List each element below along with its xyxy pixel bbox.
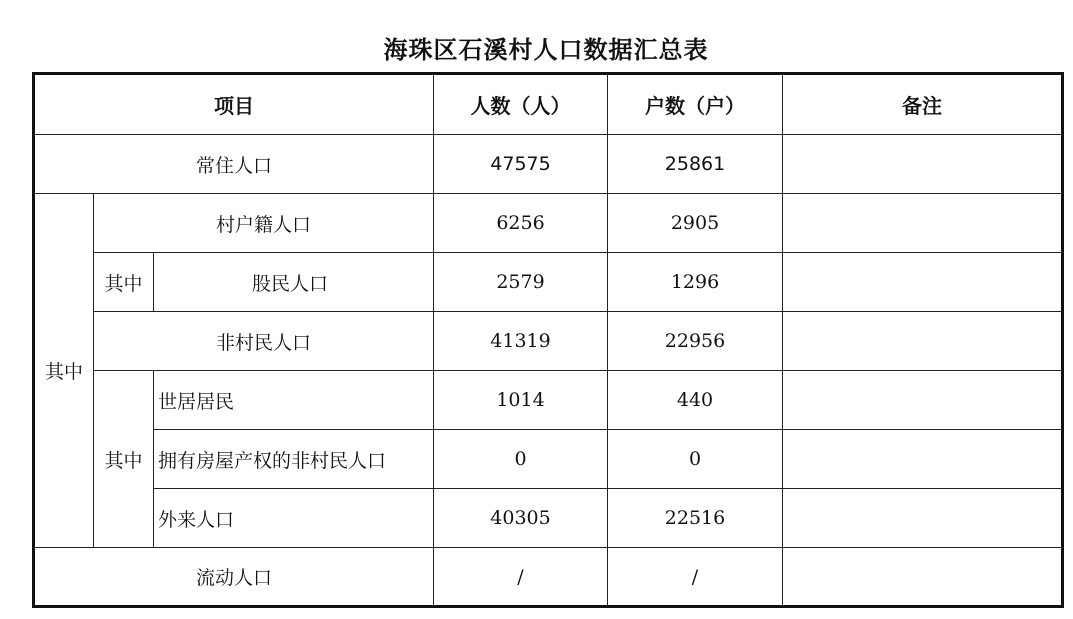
village-registered-label: 村户籍人口 [94, 194, 434, 253]
table-title: 海珠区石溪村人口数据汇总表 [383, 36, 709, 64]
shareholders-households: 1296 [608, 253, 783, 312]
property-owners-label: 拥有房屋产权的非村民人口 [154, 430, 434, 489]
group-label-outer: 其中 [34, 194, 94, 548]
migrants-remarks [783, 489, 1063, 548]
property-owners-households: 0 [608, 430, 783, 489]
village-registered-remarks [783, 194, 1063, 253]
shareholders-remarks [783, 253, 1063, 312]
migrants-households: 22516 [608, 489, 783, 548]
table-row-floating [34, 548, 1063, 607]
table-row-resident [34, 135, 1063, 194]
floating-people: / [434, 548, 608, 607]
long-term-residents-people: 1014 [434, 371, 608, 430]
non-villagers-remarks [783, 312, 1063, 371]
long-term-residents-remarks [783, 371, 1063, 430]
shareholders-people: 2579 [434, 253, 608, 312]
village-registered-households: 2905 [608, 194, 783, 253]
table-row-village-registered [34, 194, 1063, 253]
table-row-long-term-residents [34, 371, 1063, 430]
header-remarks: 备注 [783, 74, 1063, 135]
property-owners-remarks [783, 430, 1063, 489]
migrants-label: 外来人口 [154, 489, 434, 548]
shareholders-label: 股民人口 [154, 253, 434, 312]
long-term-residents-label: 世居居民 [154, 371, 434, 430]
resident-people: 47575 [434, 135, 608, 194]
long-term-residents-households: 440 [608, 371, 783, 430]
header-people: 人数（人） [434, 74, 608, 135]
floating-households: / [608, 548, 783, 607]
table-row-shareholders [34, 253, 1063, 312]
resident-households: 25861 [608, 135, 783, 194]
resident-label: 常住人口 [34, 135, 434, 194]
group-label-inner-1: 其中 [94, 253, 154, 312]
header-row [34, 74, 1063, 135]
non-villagers-people: 41319 [434, 312, 608, 371]
table-row-property-owners [34, 430, 1063, 489]
property-owners-people: 0 [434, 430, 608, 489]
header-households: 户数（户） [608, 74, 783, 135]
floating-remarks [783, 548, 1063, 607]
resident-remarks [783, 135, 1063, 194]
header-item: 项目 [34, 74, 434, 135]
non-villagers-households: 22956 [608, 312, 783, 371]
table-row-migrants [34, 489, 1063, 548]
village-registered-people: 6256 [434, 194, 608, 253]
group-label-inner-2: 其中 [94, 371, 154, 548]
floating-label: 流动人口 [34, 548, 434, 607]
table-row-non-villagers [34, 312, 1063, 371]
migrants-people: 40305 [434, 489, 608, 548]
non-villagers-label: 非村民人口 [94, 312, 434, 371]
population-summary-table [32, 72, 1064, 608]
